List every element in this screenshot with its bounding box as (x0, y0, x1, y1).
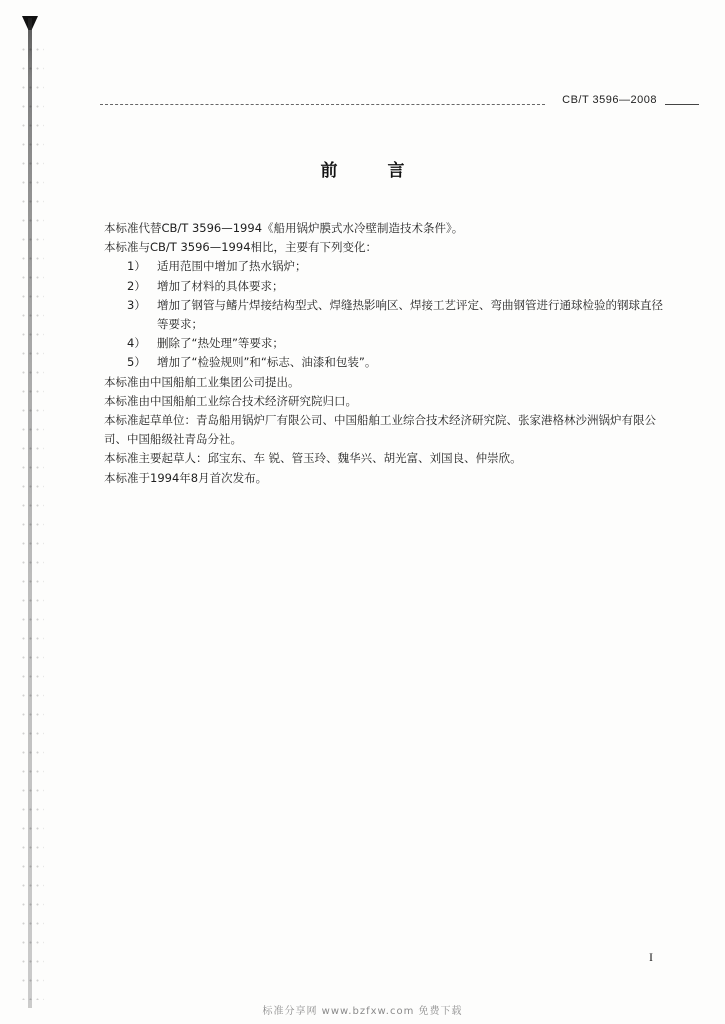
list-item-text: 增加了材料的具体要求； (157, 278, 284, 293)
list-item (104, 334, 664, 353)
paragraph-drafters: 本标准主要起草人：邱宝东、车 锐、管玉玲、魏华兴、胡光富、刘国良、仲崇欣。 (104, 451, 522, 466)
paragraph-administered-by: 本标准由中国船舶工业综合技术经济研究院归口。 (104, 393, 357, 408)
list-item (104, 277, 664, 296)
list-item-number: 3） (127, 297, 146, 312)
list-item-text: 增加了“检验规则”和“标志、油漆和包装”。 (157, 355, 377, 370)
list-item (104, 257, 664, 276)
list-item-text: 删除了“热处理”等要求； (157, 336, 284, 351)
watermark: 标准分享网 www.bzfxw.com 免费下载 (262, 1006, 463, 1017)
paragraph-first-published: 本标准于1994年8月首次发布。 (104, 470, 268, 485)
list-item-number: 5） (127, 355, 146, 370)
paragraph-replaces: 本标准代替CB/T 3596—1994《船用锅炉膜式水冷壁制造技术条件》。 (104, 221, 464, 235)
page-title: 前 言 (320, 161, 427, 181)
header-rule-tail (665, 104, 699, 105)
header-rule (100, 104, 545, 105)
paragraph-changes-intro: 本标准与CB/T 3596—1994相比，主要有下列变化： (104, 240, 378, 255)
list-item (104, 353, 664, 372)
foreword-body (104, 219, 664, 488)
list-item (104, 296, 664, 334)
list-item-number: 4） (127, 336, 146, 351)
scan-noise (20, 40, 44, 1000)
paragraph-proposed-by: 本标准由中国船舶工业集团公司提出。 (104, 374, 300, 389)
list-item-text: 增加了钢管与鳍片焊接结构型式、焊缝热影响区、焊接工艺评定、弯曲钢管进行通球检验的钢球直径等要求； (157, 297, 663, 332)
list-item-number: 2） (127, 278, 146, 293)
paragraph-drafting-units: 本标准起草单位：青岛船用锅炉厂有限公司、中国船舶工业综合技术经济研究院、张家港格林沙洲锅炉有限公司、中国船级社青岛分社。 (104, 413, 656, 447)
list-item-number: 1） (127, 259, 146, 274)
standard-code: CB/T 3596—2008 (562, 94, 657, 106)
list-item-text: 适用范围中增加了热水锅炉； (157, 259, 307, 274)
changes-list (104, 257, 664, 372)
page-number: I (649, 950, 653, 964)
